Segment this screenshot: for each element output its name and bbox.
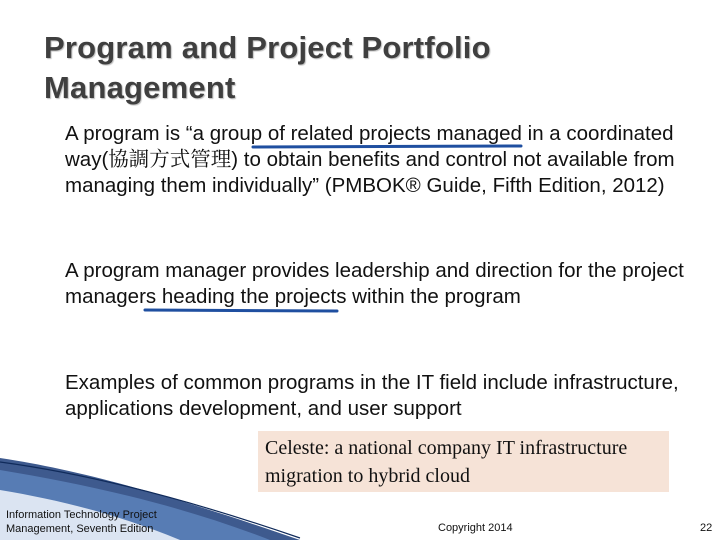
callout-box: Celeste: a national company IT infrastructure migration to hybrid cloud — [258, 431, 669, 492]
footer-book-line1: Information Technology Project — [6, 509, 157, 521]
bullet-text: Examples of common programs in the IT field include infrastructure, applications development, and user support — [65, 371, 679, 420]
bullet-text: A program manager provides leadership and direction for the project managers heading the projects within the program — [65, 259, 684, 308]
slide-title: Program and Project Portfolio Management — [44, 30, 491, 105]
page-number: 22 — [700, 522, 713, 534]
bullet-text: A program is “a group of related projects managed in a coordinated way(協調方式管理) to obtain benefits and control not available from managing them individually” (PMBOK® Guide, Fifth Edition, 2012) — [65, 122, 675, 197]
footer-book-line2: Management, Seventh Edition — [6, 523, 154, 535]
footer-book-title — [6, 508, 157, 536]
footer-copyright: Copyright 2014 — [438, 522, 513, 534]
